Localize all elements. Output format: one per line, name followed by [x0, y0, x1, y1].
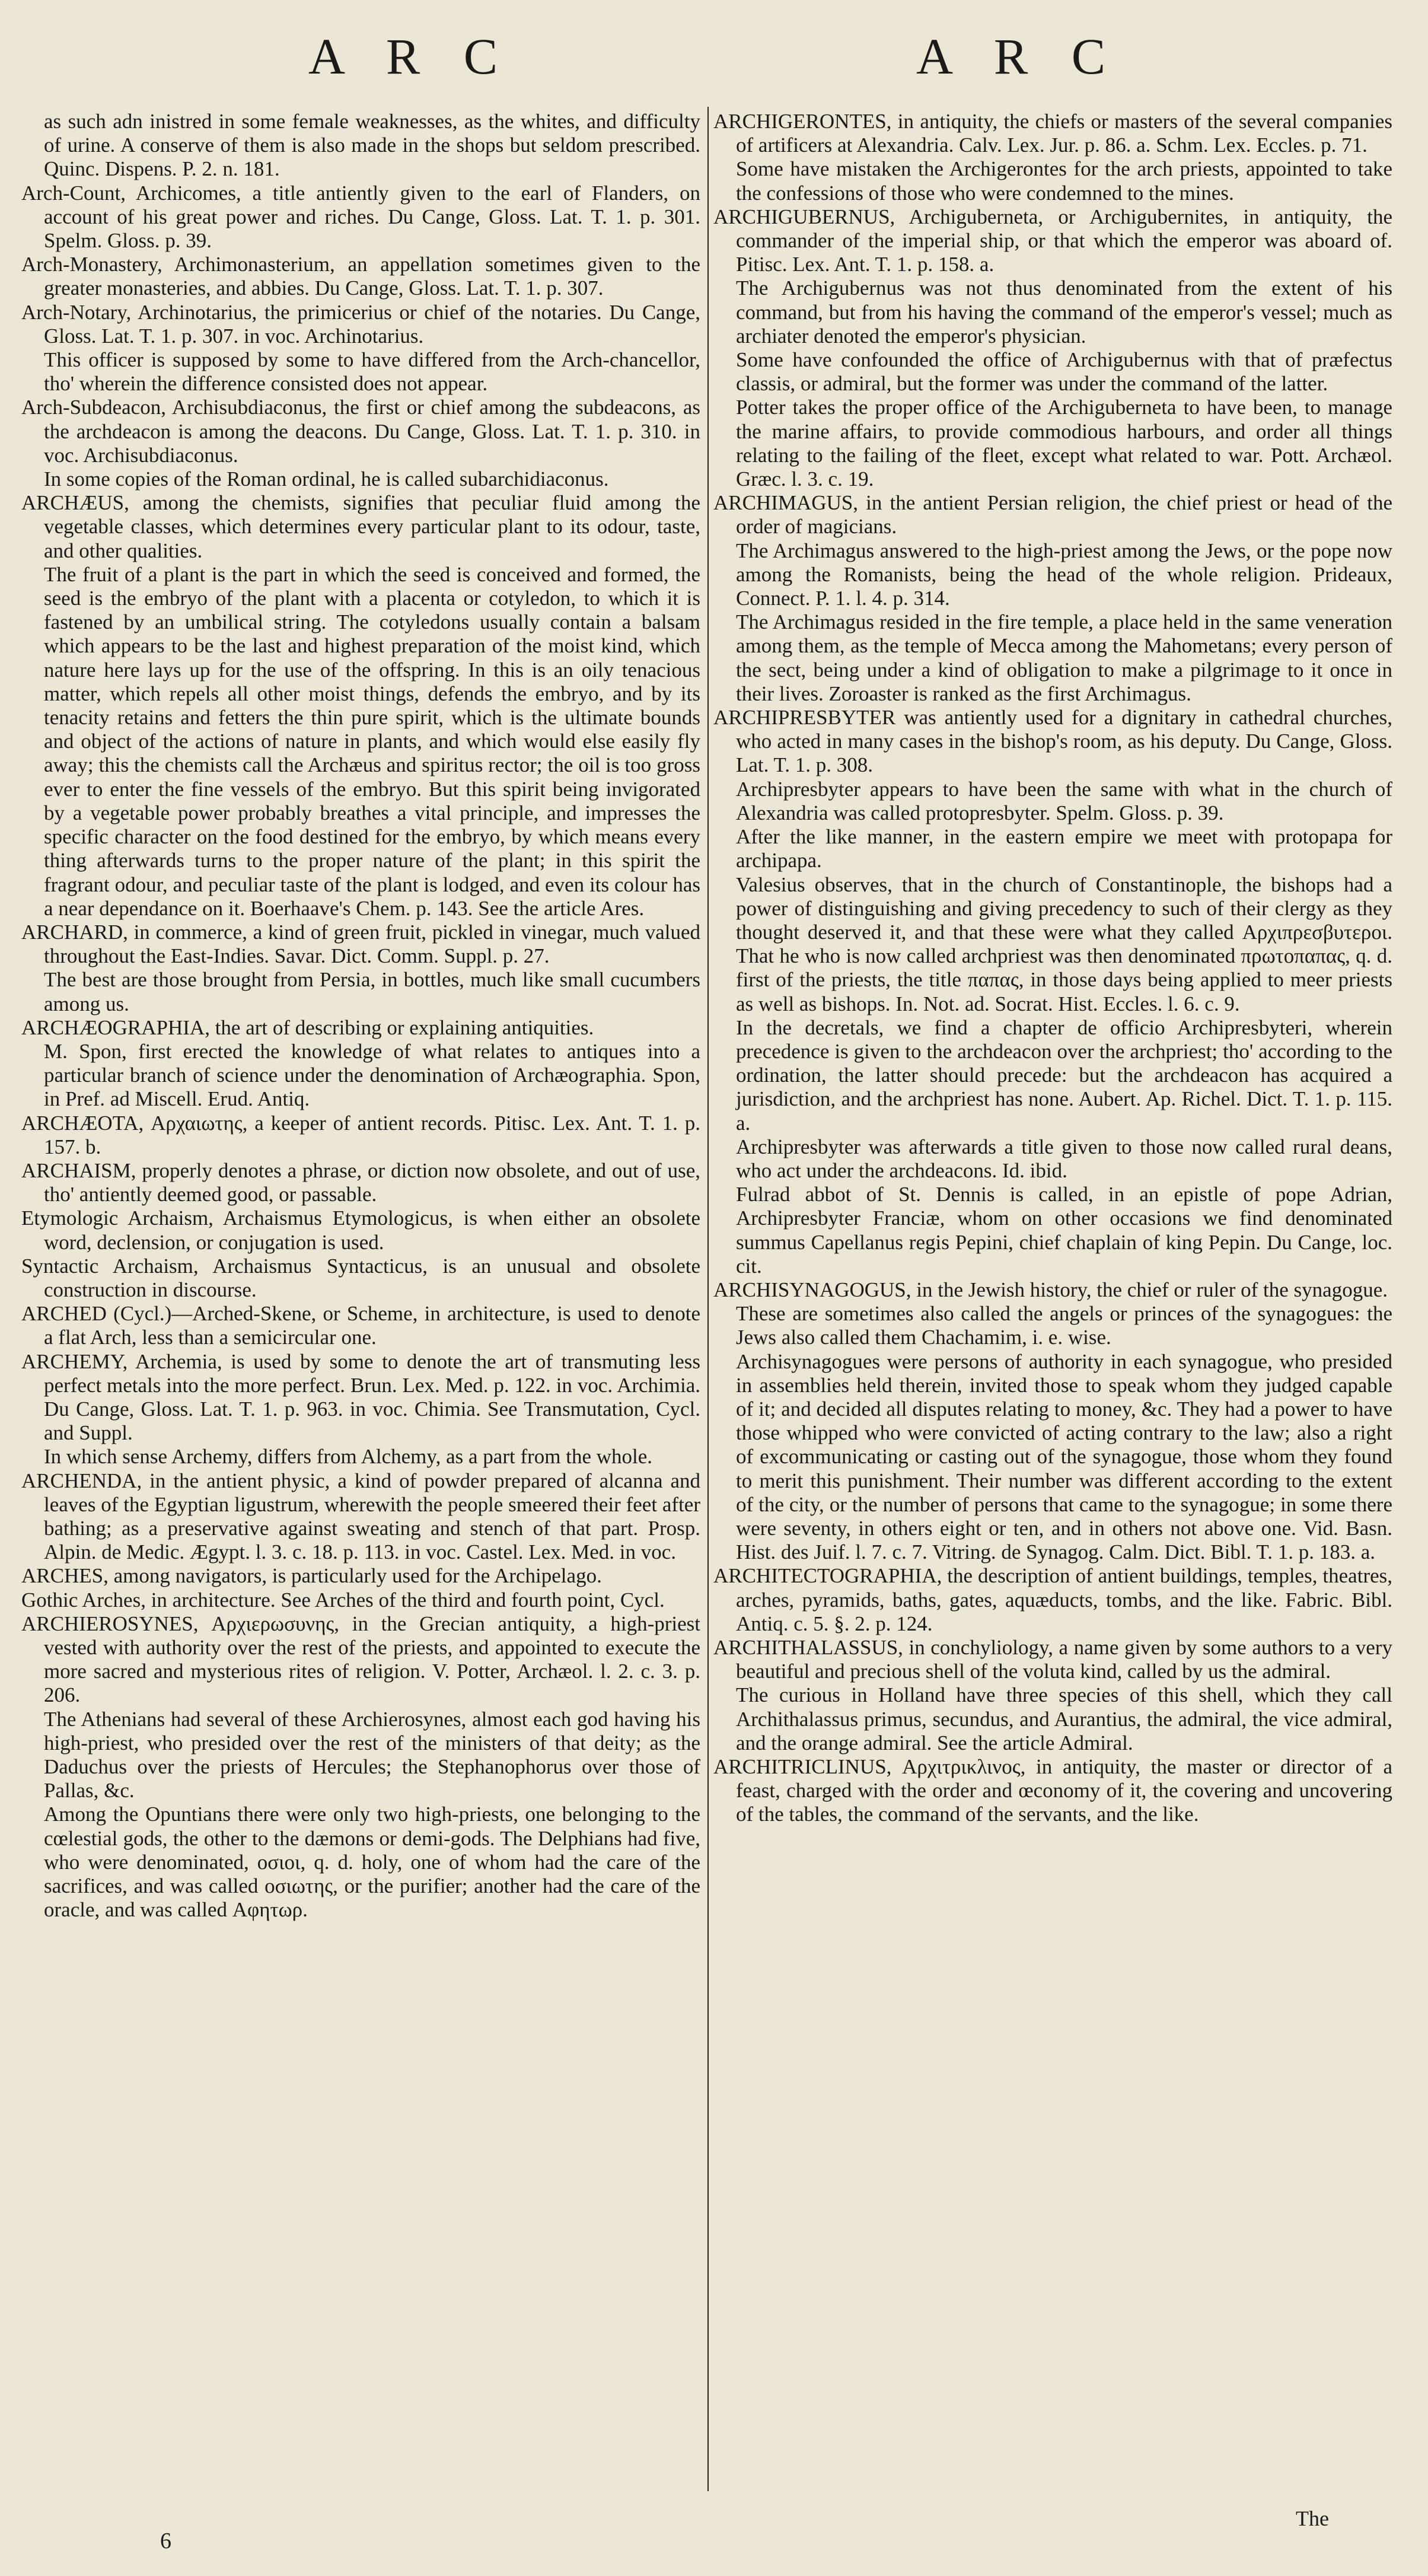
continued-paragraph: as such adn inistred in some female weaknesses, as the whites, and difficulty of urine. A conserve of them is also made in the shops but seldom prescribed. Quinc. Dispens. P. 2. n. 181. [44, 110, 700, 181]
entry-paragraph: The Archigubernus was not thus denominated from the extent of his command, but from his having the command of the emperor's vessel; much as archiater denoted the emperor's physician. [736, 276, 1392, 348]
entry-paragraph: This officer is supposed by some to have differed from the Arch-chancellor, tho' wherein the difference consisted does not appear. [44, 348, 700, 396]
running-headword-right: A R C [916, 28, 1121, 85]
entry-paragraph: These are sometimes also called the angels or princes of the synagogues: the Jews also called them Chachamim, i. e. wise. [736, 1302, 1392, 1349]
dictionary-entry: ARCHÆOTA, Αρχαιωτης, a keeper of antient records. Pitisc. Lex. Ant. T. 1. p. 157. b. [21, 1111, 700, 1158]
dictionary-entry: Syntactic Archaism, Archaismus Syntacticus, is an unusual and obsolete construction in discourse. [21, 1254, 700, 1301]
dictionary-entry: ARCHIGERONTES, in antiquity, the chiefs or masters of the several companies of artificers at Alexandria. Calv. Lex. Jur. p. 86. a. Schm. Lex. Eccles. p. 71. [713, 110, 1392, 157]
entry-paragraph: Fulrad abbot of St. Dennis is called, in an epistle of pope Adrian, Archipresbyter Franciæ, whom on other occasions we find denominated summus Capellanus regis Pepini, chief chaplain of king Pepin. Du Cange, loc. cit. [736, 1183, 1392, 1278]
entry-paragraph: Archipresbyter was afterwards a title given to those now called rural deans, who act under the archdeacons. Id. ibid. [736, 1135, 1392, 1182]
entry-paragraph: Archipresbyter appears to have been the same with what in the church of Alexandria was called protopresbyter. Spelm. Gloss. p. 39. [736, 777, 1392, 824]
dictionary-entry: ARCHARD, in commerce, a kind of green fruit, pickled in vinegar, much valued throughout the East-Indies. Savar. Dict. Comm. Suppl. p. 27. [21, 920, 700, 968]
entry-paragraph: In some copies of the Roman ordinal, he is called subarchidiaconus. [44, 467, 609, 491]
column-rule [707, 107, 709, 2491]
running-headword-left: A R C [308, 28, 514, 85]
dictionary-entry: ARCHISYNAGOGUS, in the Jewish history, the chief or ruler of the synagogue. [713, 1278, 1388, 1301]
dictionary-entry: ARCHIPRESBYTER was antiently used for a dignitary in cathedral churches, who acted in many cases in the bishop's room, as his deputy. Du Cange, Gloss. Lat. T. 1. p. 308. [713, 706, 1392, 777]
entry-paragraph: The Archimagus answered to the high-priest among the Jews, or the pope now among the Romanists, being the head of the whole religion. Prideaux, Connect. P. 1. l. 4. p. 314. [736, 539, 1392, 610]
dictionary-entry: ARCHENDA, in the antient physic, a kind of powder prepared of alcanna and leaves of the Egyptian ligustrum, wherewith the people smeered their feet after bathing; as a preservative against sweating and stench of that part. Prosp. Alpin. de Medic. Ægypt. l. 3. c. 18. p. 113. in voc. Castel. Lex. Med. in voc. [21, 1469, 700, 1564]
right-column [713, 110, 1392, 1827]
entry-paragraph: Potter takes the proper office of the Archigubernetа to have been, to manage the marine affairs, to provide commodious harbours, and order all things relating to the failing of the fleet, except what related to war. Pott. Archæol. Græc. l. 3. c. 19. [736, 396, 1392, 491]
dictionary-entry: ARCHIGUBERNUS, Archigubernetа, or Archigubernites, in antiquity, the commander of the imperial ship, or that which the emperor was aboard of. Pitisc. Lex. Ant. T. 1. p. 158. a. [713, 205, 1392, 276]
entry-paragraph: In the decretals, we find a chapter de officio Archipresbyteri, wherein precedence is given to the archdeacon over the archpriest; tho' according to the ordination, the latter should precede: but the archdeacon has acquired a jurisdiction, and the archpriest has none. Aubert. Ap. Richel. Dict. T. 1. p. 115. a. [736, 1015, 1392, 1135]
dictionary-entry: ARCHIEROSYNES, Αρχιερωσυνης, in the Grecian antiquity, a high-priest vested with authority over the rest of the priests, and appointed to execute the more sacred and mysterious rites of religion. V. Potter, Archæol. l. 2. c. 3. p. 206. [21, 1612, 700, 1707]
dictionary-entry: ARCHED (Cycl.)—Arched-Skene, or Scheme, in architecture, is used to denote a flat Arch, less than a semicircular one. [21, 1302, 700, 1349]
entry-paragraph: Some have mistaken the Archigerontes for the arch priests, appointed to take the confessions of those who were condemned to the mines. [736, 157, 1392, 205]
dictionary-entry: ARCHÆOGRAPHIA, the art of describing or explaining antiquities. [21, 1015, 594, 1039]
dictionary-entry: Arch-Count, Archicomes, a title antiently given to the earl of Flanders, on account of his great power and riches. Du Cange, Gloss. Lat. T. 1. p. 301. Spelm. Gloss. p. 39. [21, 181, 700, 253]
entry-paragraph: Among the Opuntians there were only two high-priests, one belonging to the cœlestial gods, the other to the dæmons or demi-gods. The Delphians had five, who were denominated, οσιοι, q. d. holy, one of whom had the care of the sacrifices, and was called οσιωτης, or the purifier; another had the care of the oracle, and was called Αφητωρ. [44, 1803, 700, 1922]
dictionary-entry: Gothic Arches, in architecture. See Arches of the third and fourth point, Cycl. [21, 1588, 665, 1612]
dictionary-entry: Arch-Monastery, Archimonasterium, an appellation sometimes given to the greater monasteries, and abbies. Du Cange, Gloss. Lat. T. 1. p. 307. [21, 253, 700, 300]
dictionary-entry: ARCHITHALASSUS, in conchyliology, a name given by some authors to a very beautiful and precious shell of the voluta kind, called by us the admiral. [713, 1636, 1392, 1683]
dictionary-entry: ARCHEMY, Archemia, is used by some to denote the art of transmuting less perfect metals into the more perfect. Brun. Lex. Med. p. 122. in voc. Archimia. Du Cange, Gloss. Lat. T. 1. p. 963. in voc. Chimia. See Transmutation, Cycl. and Suppl. [21, 1349, 700, 1445]
dictionary-entry: Arch-Notary, Archinotarius, the primicerius or chief of the notaries. Du Cange, Gloss. Lat. T. 1. p. 307. in voc. Archinotarius. [21, 300, 700, 348]
entry-paragraph: The fruit of a plant is the part in which the seed is conceived and formed, the seed is the embryo of the plant with a placenta or cotyledon, to which it is fastened by an umbilical string. The cotyledons usually contain a balsam which appears to be the last and highest preparation of the moist kind, which nature here lays up for the use of the offspring. In this is an oily tenacious matter, which repels all other moist things, defends the embryo, and by its tenacity retains and fetters the thin pure spirit, which is the ultimate bounds and object of the actions of nature in plants, and which would else easily fly away; this the chemists call the Archæus and spiritus rector; the oil is too gross ever to enter the fine vessels of the embryo. But this spirit being invigorated by a vegetable power probably breathes a vital principle, and impresses the specific character on the food destined for the embryo, by which means every thing afterwards turns to the proper nature of the plant; in this spirit the fragrant odour, and peculiar taste of the plant is lodged, and even its colour has a near dependance on it. Boerhaave's Chem. p. 143. See the article Ares. [44, 562, 700, 920]
entry-paragraph: The best are those brought from Persia, in bottles, much like small cucumbers among us. [44, 968, 700, 1015]
entry-paragraph: In which sense Archemy, differs from Alchemy, as a part from the whole. [44, 1445, 653, 1469]
entry-paragraph: Valesius observes, that in the church of Constantinople, the bishops had a power of distinguishing and giving precedency to such of their clergy as they thought deserved it, and that these were what they called Αρχιπρεσβυτεροι. That he who is now called archpriest was then denominated πρωτοπαπας, q. d. first of the priests, the title παπας, in those days being applied to meer priests as well as bishops. In. Not. ad. Socrat. Hist. Eccles. l. 6. c. 9. [736, 873, 1392, 1015]
entry-paragraph: Some have confounded the office of Archigubernus with that of præfectus classis, or admiral, but the former was under the command of the latter. [736, 348, 1392, 396]
dictionary-entry: Arch-Subdeacon, Archisubdiaconus, the first or chief among the subdeacons, as the archdeacon is among the deacons. Du Cange, Gloss. Lat. T. 1. p. 310. in voc. Archisubdiaconus. [21, 396, 700, 467]
dictionary-entry: ARCHITECTOGRAPHIA, the description of antient buildings, temples, theatres, arches, pyramids, baths, gates, aquæducts, tombs, and the like. Fabric. Bibl. Antiq. c. 5. §. 2. p. 124. [713, 1564, 1392, 1635]
entry-paragraph: The Archimagus resided in the fire temple, a place held in the same veneration among them, as the temple of Mecca among the Mahometans; every person of the sect, being under a kind of obligation to make a pilgrimage to it once in their lives. Zoroaster is ranked as the first Archimagus. [736, 610, 1392, 705]
entry-paragraph: After the like manner, in the eastern empire we meet with protopapa for archipapa. [736, 825, 1392, 873]
dictionary-entry: ARCHAISM, properly denotes a phrase, or diction now obsolete, and out of use, tho' antiently deemed good, or passable. [21, 1158, 700, 1206]
dictionary-entry: ARCHÆUS, among the chemists, signifies that peculiar fluid among the vegetable classes, which determines every particular plant to its odour, taste, and other qualities. [21, 491, 700, 562]
dictionary-entry: Etymologic Archaism, Archaismus Etymologicus, is when either an obsolete word, declension, or conjugation is used. [21, 1206, 700, 1254]
left-column [21, 110, 700, 1922]
entry-paragraph: The curious in Holland have three species of this shell, which they call Archithalassus primus, secundus, and Aurantius, the admiral, the vice admiral, and the orange admiral. See the article Admiral. [736, 1683, 1392, 1755]
entry-paragraph: Archisynagogues were persons of authority in each synagogue, who presided in assemblies held therein, invited those to speak whom they judged capable of it; and decided all disputes relating to money, &c. They had a power to have those whipped who were convicted of acting contrary to the law; also a right of excommunicating or casting out of the synagogue, those whom they found to merit this punishment. Their number was different according to the extent of the city, or the number of persons that came to the synagogue; in some there were seventy, in others eight or ten, and in others not above one. Vid. Basn. Hist. des Juif. l. 7. c. 7. Vitring. de Synagog. Calm. Dict. Bibl. T. 1. p. 183. a. [736, 1349, 1392, 1564]
catchword: The [1296, 2507, 1329, 2530]
dictionary-entry: ARCHES, among navigators, is particularly used for the Archipelago. [21, 1564, 602, 1588]
entry-paragraph: M. Spon, first erected the knowledge of what relates to antiques into a particular branch of science under the denomination of Archæographia. Spon, in Pref. ad Miscell. Erud. Antiq. [44, 1039, 700, 1111]
page-number: 6 [160, 2529, 171, 2553]
dictionary-entry: ARCHIMAGUS, in the antient Persian religion, the chief priest or head of the order of magicians. [713, 491, 1392, 539]
dictionary-entry: ARCHITRICLINUS, Αρχιτρικλινος, in antiquity, the master or director of a feast, charged with the order and œconomy of it, the covering and uncovering of the tables, the command of the servants, and the like. [713, 1755, 1392, 1826]
entry-paragraph: The Athenians had several of these Archierosynes, almost each god having his high-priest, who presided over the rest of the ministers of that deity; as the Daduchus over the priests of Hercules; the Stephanophorus over those of Pallas, &c. [44, 1707, 700, 1803]
